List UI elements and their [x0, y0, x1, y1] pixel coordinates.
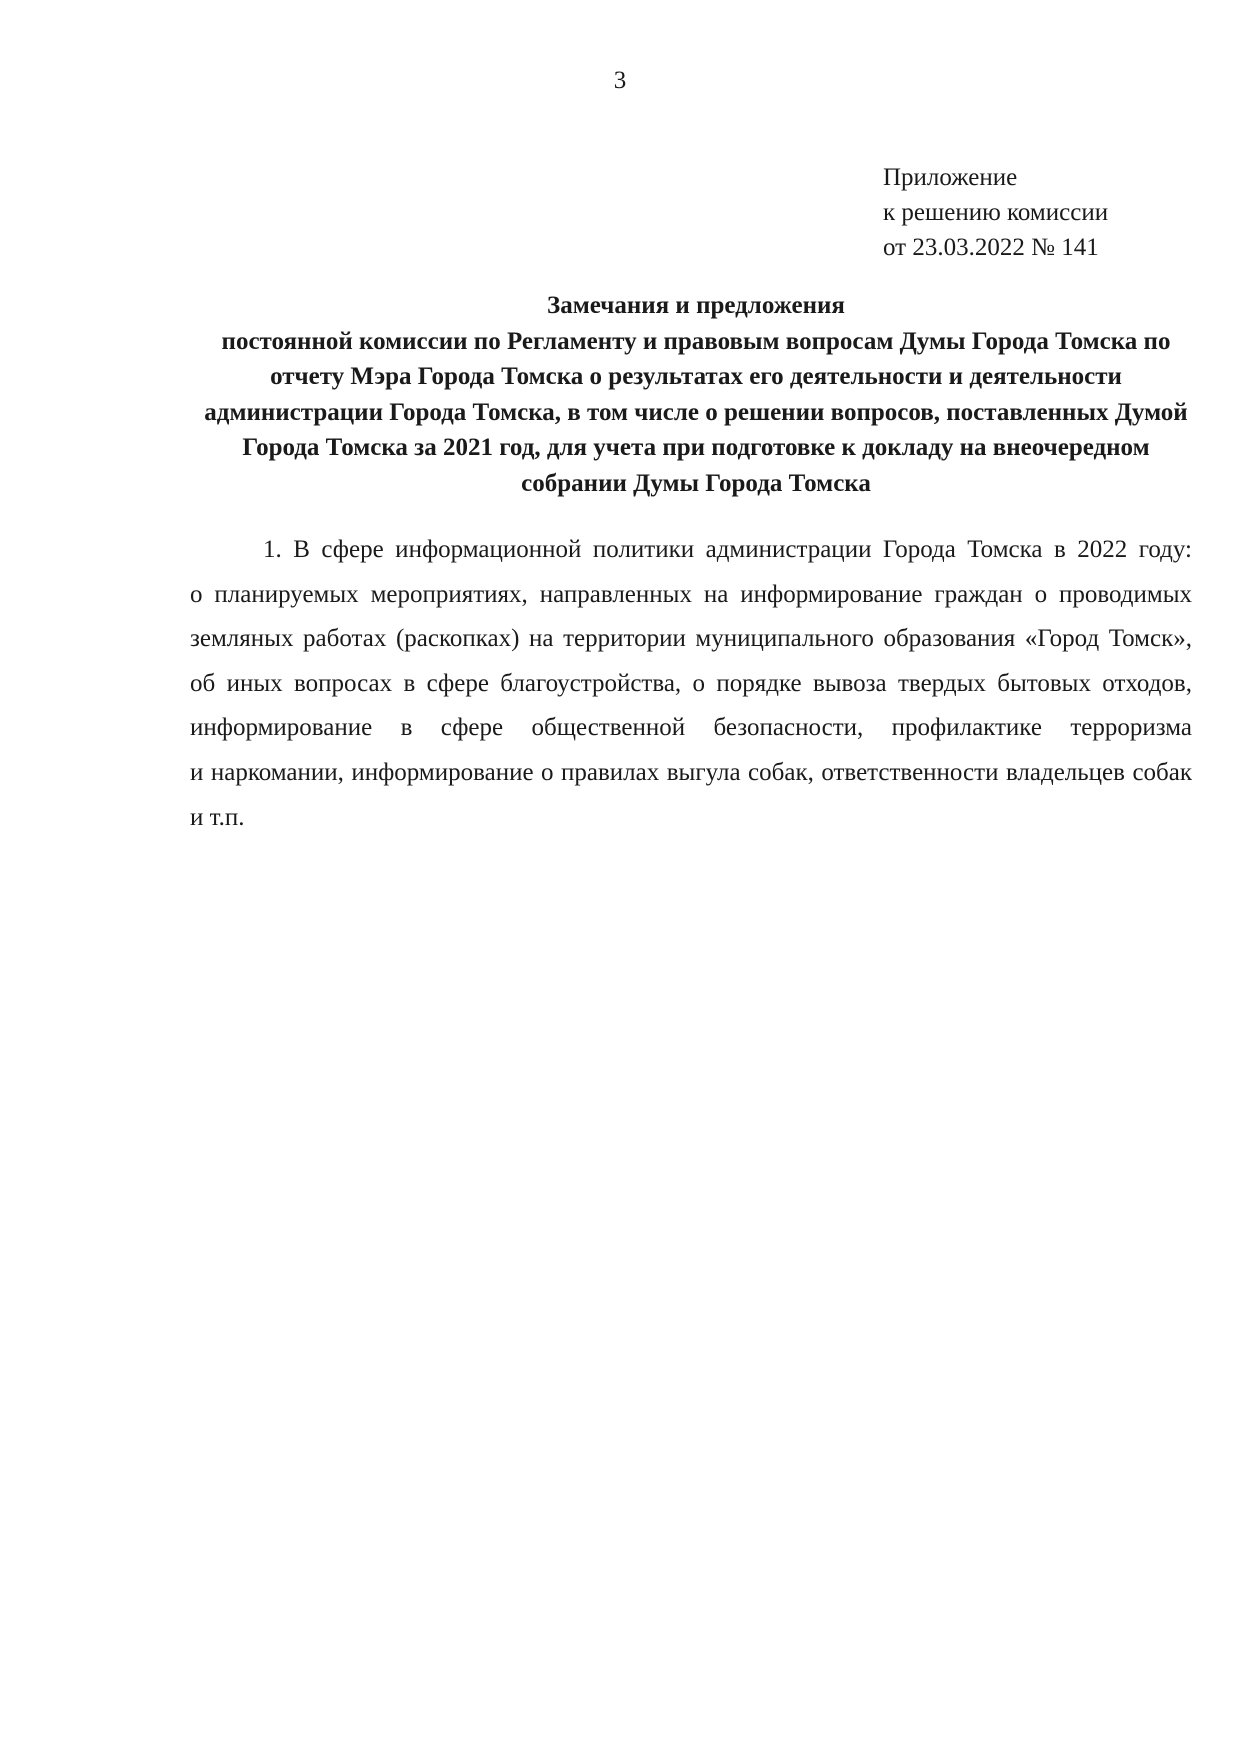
paragraph-line: и наркомании, информирование о правилах выгула собак, ответственности владельцев собак: [190, 758, 1192, 786]
document-body: [190, 528, 1192, 840]
title-line: собрании Думы Города Томска: [521, 469, 871, 497]
paragraph-line: 1. В сфере информационной политики администрации Города Томска в 2022 году:: [263, 536, 1192, 563]
title-line: постоянной комиссии по Регламенту и правовым вопросам Думы Города Томска по: [221, 327, 1171, 355]
paragraph-line: и т.п.: [190, 803, 245, 831]
title-line: администрации Города Томска, в том числе о решении вопросов, поставленных Думой: [204, 398, 1188, 426]
paragraph-line: земляных работах (раскопках) на территории муниципального образования «Город Томск»,: [190, 625, 1192, 653]
appendix-date-number: от 23.03.2022 № 141: [883, 234, 1099, 261]
appendix-label: Приложение: [883, 164, 1018, 191]
page-number: 3: [613, 67, 627, 94]
document-title: [165, 288, 1227, 501]
paragraph-line: информирование в сфере общественной безопасности, профилактике терроризма: [190, 714, 1192, 742]
appendix-reference: к решению комиссии: [883, 199, 1109, 226]
title-line: Города Томска за 2021 год, для учета при подготовке к докладу на внеочередном: [242, 434, 1150, 461]
paragraph-line: о планируемых мероприятиях, направленных на информирование граждан о проводимых: [190, 580, 1192, 608]
title-line: Замечания и предложения: [547, 292, 845, 319]
title-line: отчету Мэра Города Томска о результатах его деятельности и деятельности: [270, 363, 1122, 390]
paragraph-line: об иных вопросах в сфере благоустройства, о порядке вывоза твердых бытовых отходов,: [190, 669, 1192, 697]
paragraph-1: [190, 528, 1192, 840]
appendix-block: [883, 160, 1108, 265]
